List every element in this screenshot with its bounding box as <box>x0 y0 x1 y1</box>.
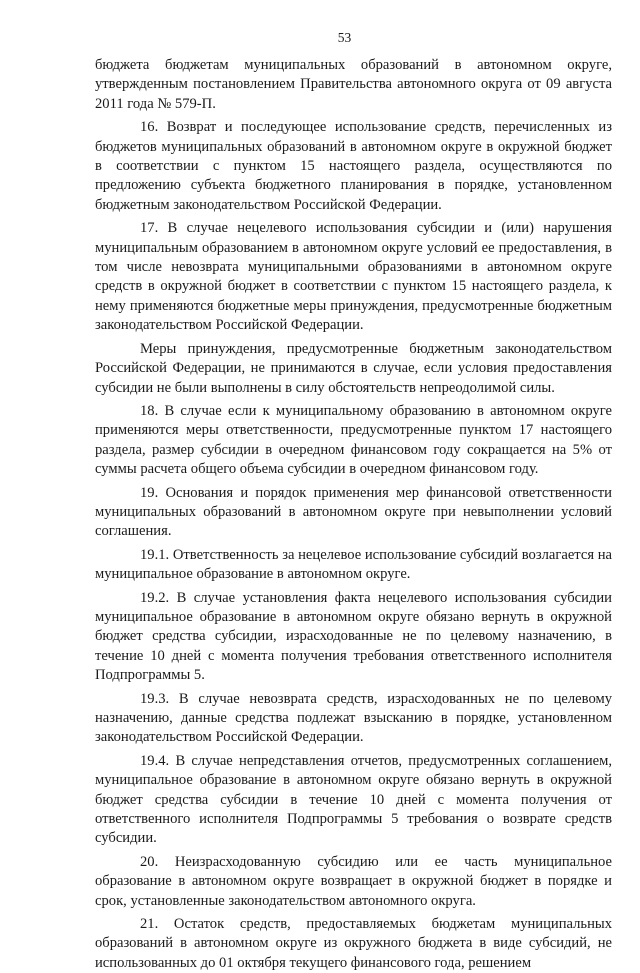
paragraph-20: 20. Неизрасходованную субсидию или ее часть муниципальное образование в автономном округе возвращает в окружной бюджет в порядке и срок, установленные законодательством автономного округа. <box>95 853 612 909</box>
paragraph-17-note: Меры принуждения, предусмотренные бюджетным законодательством Российской Федерации, не принимаются в случае, если условия предоставления субсидии не были выполнены в силу обстоятельств непреодолимой силы. <box>95 340 612 396</box>
paragraph-21: 21. Остаток средств, предоставляемых бюджетам муниципальных образований в автономном округе из окружного бюджета в виде субсидий, не использованных до 01 октября текущего финансового года, решением <box>95 916 612 971</box>
paragraph-19-1: 19.1. Ответственность за нецелевое использование субсидий возлагается на муниципальное образование в автономном округе. <box>95 546 612 583</box>
paragraph-continuation: бюджета бюджетам муниципальных образований в автономном округе, утвержденным постановлением Правительства автономного округа от 09 августа 2011 года № 579-П. <box>95 57 612 112</box>
paragraph-19-3: 19.3. В случае невозврата средств, израсходованных не по целевому назначению, данные средства подлежат взысканию в порядке, установленном законодательством Российской Федерации. <box>95 690 612 746</box>
paragraph-18: 18. В случае если к муниципальному образованию в автономном округе применяются меры ответственности, предусмотренные пунктом 17 настоящего раздела, размер субсидии в очередном финансовом году сокращается на 5% от суммы расчета общего объема субсидии в очередном финансовом году. <box>95 402 612 478</box>
paragraph-17: 17. В случае нецелевого использования субсидии и (или) нарушения муниципальным образованием в автономном округе условий ее предоставления, в том числе невозврата муниципальными образованиями в автономном округе средств в окружной бюджет в соответствии с пунктом 15 настоящего раздела, к нему применяются бюджетные меры принуждения, предусмотренные бюджетным законодательством Российской Федерации. <box>95 220 612 334</box>
paragraph-19-2: 19.2. В случае установления факта нецелевого использования субсидии муниципальное образование в автономном округе обязано вернуть в окружной бюджет средства субсидии, израсходованные не по целевому назначению, в течение 10 дней с момента получения требования ответственного исполнителя Подпрограммы 5. <box>95 589 612 684</box>
page-number: 53 <box>337 30 352 45</box>
paragraph-16: 16. Возврат и последующее использование средств, перечисленных из бюджетов муниципальных образований в автономном округе в окружной бюджет в соответствии с пунктом 15 настоящего раздела, осуществляются по предложению субъекта бюджетного планирования в порядке, установленном бюджетным законодательством Российской Федерации. <box>95 119 612 213</box>
paragraph-19-4: 19.4. В случае непредставления отчетов, предусмотренных соглашением, муниципальное образование в автономном округе обязано вернуть в окружной бюджет средства субсидии в течение 10 дней с момента получения от ответственного исполнителя Подпрограммы 5 требования о возврате средств субсидии. <box>95 752 612 847</box>
document-body <box>95 56 612 973</box>
paragraph-19: 19. Основания и порядок применения мер финансовой ответственности муниципальных образований в автономном округе при невыполнении условий соглашения. <box>95 484 612 540</box>
